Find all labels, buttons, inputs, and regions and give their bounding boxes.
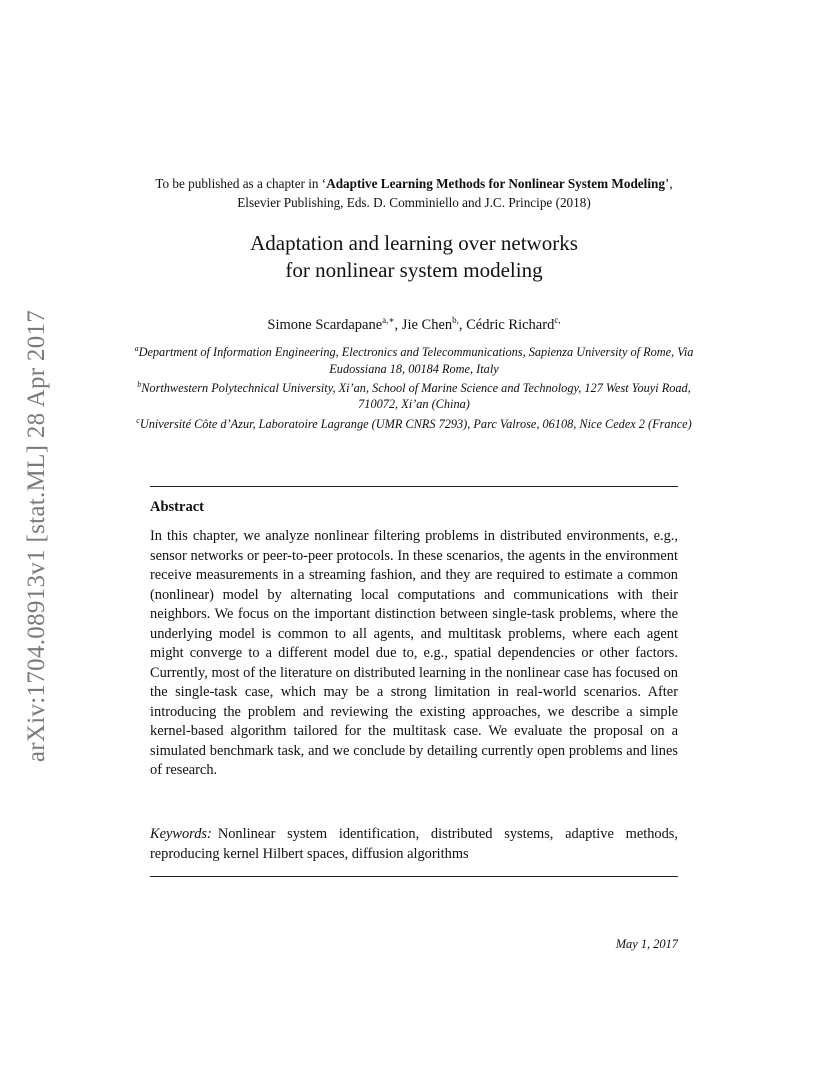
keywords: [150, 825, 678, 864]
author-mark: b,: [452, 315, 459, 325]
affiliation-text: Université Côte d’Azur, Laboratoire Lagrange (UMR CNRS 7293), Parc Valrose, 06108, Nice Cedex 2 (France): [139, 416, 692, 431]
publication-note-prefix: To be published as a chapter in ‘: [155, 176, 327, 191]
affiliation: [130, 341, 698, 377]
preprint-date: May 1, 2017: [615, 937, 678, 951]
author-mark: c,: [554, 315, 561, 325]
affiliation: [130, 413, 698, 433]
affiliations: [130, 341, 698, 432]
affiliation-mark: c: [136, 415, 140, 425]
author-mark: a,∗: [382, 315, 395, 325]
affiliation: [130, 377, 698, 413]
affiliation-mark: b: [137, 379, 142, 389]
author-list: Simone Scardapane$^{a,∗}$, Jie Chen$^{b,}$, Cédric Richard$^{c,}$: [267, 315, 561, 333]
publication-note: [150, 174, 678, 212]
keywords-text: Nonlinear system identification, distributed systems, adaptive methods, reproducing kernel Hilbert spaces, diffusion algorithms: [150, 826, 678, 862]
abstract-top-rule: [150, 486, 678, 487]
keywords-label: Keywords:: [150, 826, 212, 842]
author-name: Simone Scardapane: [267, 316, 383, 333]
affiliation-text: Northwestern Polytechnical University, Xi’an, School of Marine Science and Technology, 127 West Youyi Road, 710072, Xi’an (China): [141, 381, 691, 412]
title-line-1: Adaptation and learning over networks: [250, 231, 578, 255]
paper-title: [150, 230, 678, 284]
abstract-heading: Abstract: [150, 499, 204, 515]
author-name: Jie Chen: [401, 316, 453, 333]
abstract-bottom-rule: [150, 876, 678, 877]
affiliation-text: Department of Information Engineering, Electronics and Telecommunications, Sapienza University of Rome, Via Eudossiana 18, 00184 Rome, Italy: [138, 345, 694, 376]
abstract-body: In this chapter, we analyze nonlinear filtering problems in distributed environments, e.g., sensor networks or peer-to-peer protocols. In these scenarios, the agents in the environment receive measurements in a streaming fashion, and they are required to estimate a common (nonlinear) model by alternating local computations and communications with their neighbors. We focus on the important distinction between single-task problems, where the underlying model is common to all agents, and multitask problems, where each agent might converge to a different model due to, e.g., spatial dependencies or other factors. Currently, most of the literature on distributed learning in the nonlinear case has focused on the single-task case, which may be a strong limitation in real-world scenarios. After introducing the problem and reviewing the existing approaches, we describe a simple kernel-based algorithm tailored for the multitask case. We evaluate the proposal on a simulated benchmark task, and we conclude by detailing currently open problems and lines of research.: [150, 528, 678, 778]
book-title: Adaptive Learning Methods for Nonlinear System Modeling: [326, 176, 665, 191]
author-name: Cédric Richard: [466, 316, 555, 333]
arxiv-identifier-stamp: arXiv:1704.08913v1 [stat.ML] 28 Apr 2017: [23, 309, 50, 763]
publication-note-suffix: ’, Elsevier Publishing, Eds. D. Comminiello and J.C. Principe (2018): [237, 176, 673, 210]
affiliation-mark: a: [134, 344, 139, 353]
title-line-2: for nonlinear system modeling: [285, 258, 543, 282]
